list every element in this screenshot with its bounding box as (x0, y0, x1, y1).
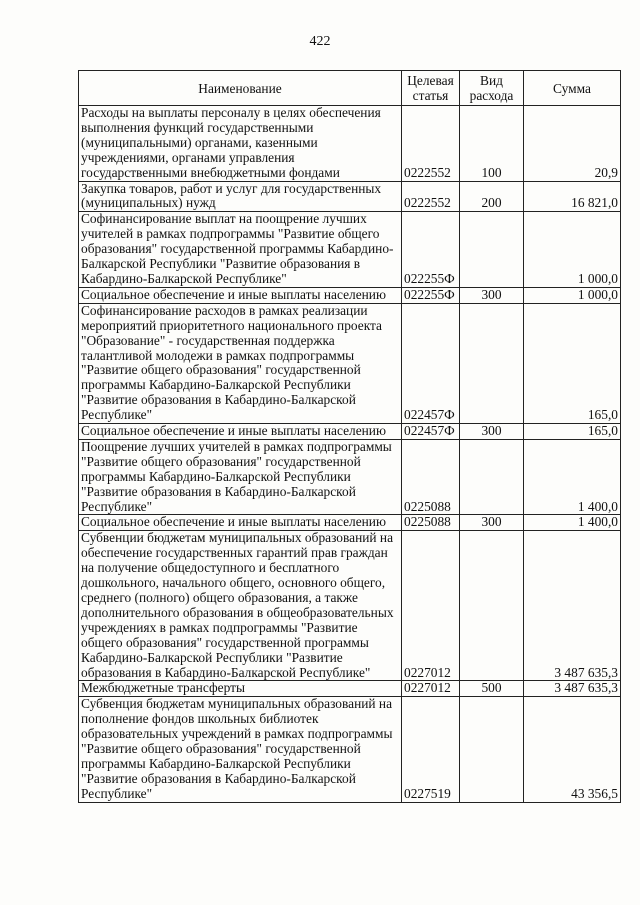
row-name: Социальное обеспечение и иные выплаты населению (79, 287, 402, 303)
table-row (79, 424, 621, 440)
table-row (79, 212, 621, 288)
budget-table (78, 70, 621, 803)
header-sum: Сумма (524, 71, 621, 106)
row-name: Расходы на выплаты персоналу в целях обеспечения выполнения функций государственными (муниципальными) органами, казенными учреждениями, органами управления государственными внебюджетными фондами (79, 106, 402, 182)
row-type: 100 (460, 106, 524, 182)
header-name: Наименование (79, 71, 402, 106)
header-code: Целевая статья (402, 71, 460, 106)
row-code: 0225088 (402, 439, 460, 515)
row-type: 300 (460, 515, 524, 531)
row-code: 0225088 (402, 515, 460, 531)
row-code: 022457Ф (402, 303, 460, 423)
row-name: Софинансирование выплат на поощрение лучших учителей в рамках подпрограммы "Развитие общего образования" государственной программы Кабардино-Балкарской Республики "Развитие образования в Кабардино-Балкарской Республике" (79, 212, 402, 288)
row-name: Софинансирование расходов в рамках реализации мероприятий приоритетного национального проекта "Образование" - государственная поддержка талантливой молодежи в рамках подпрограммы "Развитие общего образования" государственной программы Кабардино-Балкарской Республики "Развитие образования в Кабардино-Балкарской Республике" (79, 303, 402, 423)
row-code: 0222552 (402, 106, 460, 182)
table-row (79, 531, 621, 681)
header-type: Вид расхода (460, 71, 524, 106)
table-row (79, 439, 621, 515)
table-row (79, 106, 621, 182)
row-code: 0227012 (402, 681, 460, 697)
row-code: 0227519 (402, 697, 460, 802)
row-sum: 1 000,0 (524, 212, 621, 288)
table-row (79, 181, 621, 212)
row-name: Закупка товаров, работ и услуг для государственных (муниципальных) нужд (79, 181, 402, 212)
row-sum: 1 400,0 (524, 439, 621, 515)
row-type (460, 697, 524, 802)
row-code: 0227012 (402, 531, 460, 681)
row-sum: 3 487 635,3 (524, 531, 621, 681)
row-sum: 20,9 (524, 106, 621, 182)
row-sum: 165,0 (524, 303, 621, 423)
table-row (79, 515, 621, 531)
page-number: 422 (309, 34, 331, 49)
table-header-row (79, 71, 621, 106)
row-sum: 43 356,5 (524, 697, 621, 802)
row-type (460, 531, 524, 681)
row-sum: 3 487 635,3 (524, 681, 621, 697)
scan-edge-artifact (627, 300, 633, 430)
row-sum: 165,0 (524, 424, 621, 440)
row-code: 0222552 (402, 181, 460, 212)
table-row (79, 681, 621, 697)
row-type (460, 439, 524, 515)
row-type: 300 (460, 424, 524, 440)
row-code: 022255Ф (402, 212, 460, 288)
table-row (79, 697, 621, 802)
row-name: Социальное обеспечение и иные выплаты населению (79, 515, 402, 531)
row-type: 500 (460, 681, 524, 697)
row-sum: 1 400,0 (524, 515, 621, 531)
table-row (79, 303, 621, 423)
row-type (460, 212, 524, 288)
row-code: 022255Ф (402, 287, 460, 303)
row-type: 300 (460, 287, 524, 303)
row-sum: 16 821,0 (524, 181, 621, 212)
row-name: Социальное обеспечение и иные выплаты населению (79, 424, 402, 440)
row-name: Субвенции бюджетам муниципальных образований на обеспечение государственных гарантий прав граждан на получение общедоступного и бесплатного дошкольного, начального общего, основного общего, среднего (полного) общего образования, а также дополнительного образования в общеобразовательных учреждениях в рамках подпрограммы "Развитие общего образования" государственной программы Кабардино-Балкарской Республики "Развитие образования в Кабардино-Балкарской Республике" (79, 531, 402, 681)
row-sum: 1 000,0 (524, 287, 621, 303)
row-name: Поощрение лучших учителей в рамках подпрограммы "Развитие общего образования" государственной программы Кабардино-Балкарской Республики "Развитие образования в Кабардино-Балкарской Республике" (79, 439, 402, 515)
row-name: Субвенция бюджетам муниципальных образований на пополнение фондов школьных библиотек образовательных учреждений в рамках подпрограммы "Развитие общего образования" государственной программы Кабардино-Балкарской Республики "Развитие образования в Кабардино-Балкарской Республике" (79, 697, 402, 802)
row-name: Межбюджетные трансферты (79, 681, 402, 697)
row-code: 022457Ф (402, 424, 460, 440)
row-type (460, 303, 524, 423)
table-row (79, 287, 621, 303)
row-type: 200 (460, 181, 524, 212)
